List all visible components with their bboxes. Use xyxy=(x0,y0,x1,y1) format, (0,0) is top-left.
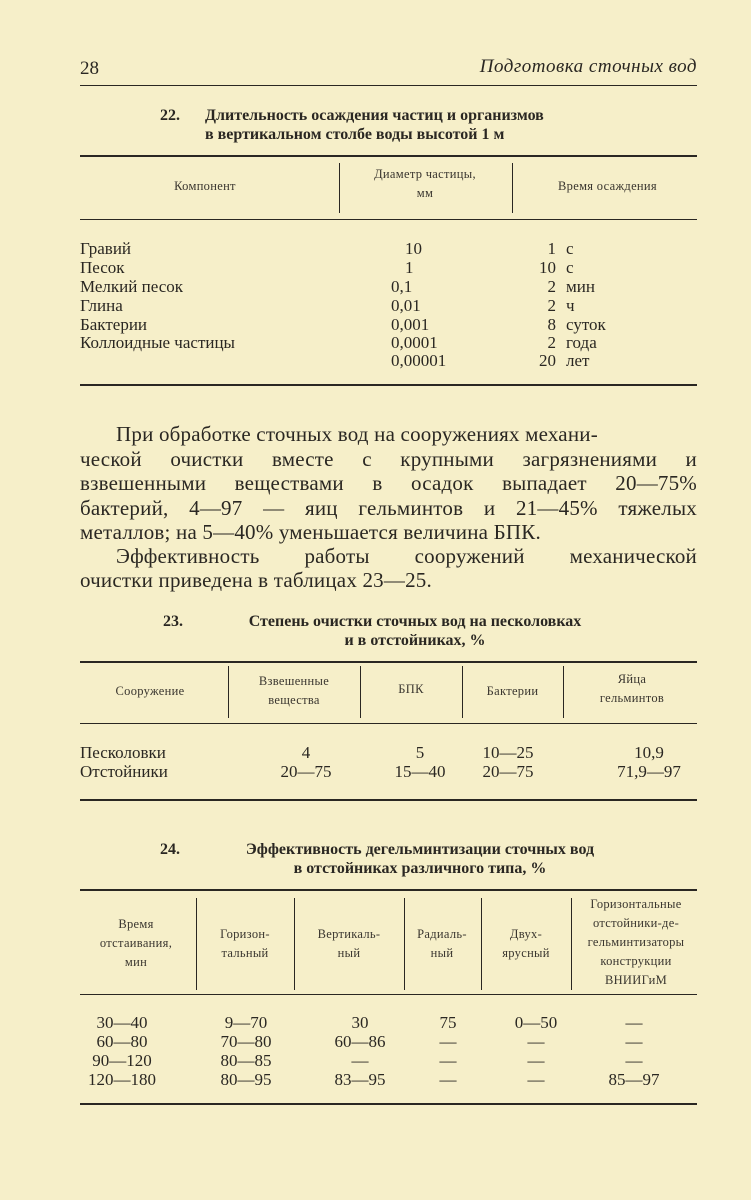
header-line: Яйца xyxy=(617,672,647,686)
table-23-title xyxy=(205,612,625,650)
header-line: Диаметр частицы, xyxy=(374,167,476,181)
table-24-time: 90—120 xyxy=(92,1051,152,1070)
table-22-time-unit: года xyxy=(566,333,597,352)
table-24-radial: — xyxy=(439,1070,457,1089)
table-22-header-diameter xyxy=(345,165,505,203)
paragraph-line: При обработке сточных вод на сооружениях механи- xyxy=(116,422,598,446)
header-line: Радиаль- xyxy=(417,927,467,941)
table-24-title xyxy=(205,840,635,878)
table-22-diameter: 0,0001 xyxy=(391,333,438,352)
table-22-component: Бактерии xyxy=(80,315,148,334)
table-23-suspended: 20—75 xyxy=(280,762,332,781)
table-22-col-divider xyxy=(512,163,513,213)
header-line: отстаивания, xyxy=(99,936,173,950)
table-22-time-unit: ч xyxy=(566,296,575,315)
header-line: Взвешенные xyxy=(258,674,330,688)
table-22-diameter: 1 xyxy=(405,258,414,277)
table-24-time: 60—80 xyxy=(96,1032,148,1051)
table-22-diameter: 10 xyxy=(405,239,422,258)
header-line: ярусный xyxy=(502,946,550,960)
header-line: ный xyxy=(337,946,361,960)
table-22-header-component: Компонент xyxy=(174,179,236,193)
table-22-time-value: 2 xyxy=(547,277,556,296)
table-24-two-tier: — xyxy=(527,1051,545,1070)
table-23-col-divider xyxy=(462,666,463,718)
header-rule xyxy=(80,85,697,86)
table-23-header-bacteria: Бактерии xyxy=(486,684,539,698)
table-24-header-radial xyxy=(406,925,478,963)
table-24-degelm: 85—97 xyxy=(608,1070,660,1089)
table-24-header-degelm xyxy=(573,895,699,990)
table-22-diameter: 0,1 xyxy=(391,277,413,296)
header-line: отстойники-де- xyxy=(592,916,680,930)
table-24-radial: 75 xyxy=(439,1013,457,1032)
header-line: мин xyxy=(124,955,148,969)
header-line: вещества xyxy=(268,693,320,707)
table-22-header-time: Время осаждения xyxy=(558,179,657,193)
table-23-facility: Отстойники xyxy=(80,762,168,781)
table-23-bpk: 5 xyxy=(415,743,425,762)
table-22-time-unit: с xyxy=(566,239,574,258)
table-24-col-divider xyxy=(294,898,295,990)
table-24-two-tier: — xyxy=(527,1070,545,1089)
table-24-horizontal: 70—80 xyxy=(220,1032,272,1051)
table-24-degelm: — xyxy=(625,1051,643,1070)
header-line: Горизон- xyxy=(220,927,270,941)
table-22-time-value: 1 xyxy=(547,239,556,258)
table-22-component: Мелкий песок xyxy=(80,277,183,296)
table-24-horizontal: 9—70 xyxy=(224,1013,268,1032)
table-22-component: Глина xyxy=(80,296,123,315)
table-23-col-divider xyxy=(228,666,229,718)
header-line: мм xyxy=(416,186,434,200)
table-24-title-line: в отстойниках различного типа, % xyxy=(293,860,547,877)
table-22-top-rule xyxy=(80,155,697,157)
table-23-bacteria: 10—25 xyxy=(482,743,534,762)
table-22-col-divider xyxy=(339,163,340,213)
table-22-time-unit: лет xyxy=(566,351,590,370)
paragraph-line: ческой очистки вместе с крупными загрязнениями и xyxy=(80,447,697,471)
table-24-time: 120—180 xyxy=(88,1070,156,1089)
table-23-header-eggs xyxy=(567,670,697,708)
table-24-vertical: 60—86 xyxy=(334,1032,386,1051)
table-24-degelm: — xyxy=(625,1032,643,1051)
table-23-facility: Песколовки xyxy=(80,743,166,762)
table-24-header-horizontal xyxy=(200,925,290,963)
table-22-time-value: 2 xyxy=(547,296,556,315)
table-22-time-unit: суток xyxy=(566,315,606,334)
table-22-component: Гравий xyxy=(80,239,132,258)
table-23-title-line: и в отстойниках, % xyxy=(344,632,486,649)
table-22-header-rule xyxy=(80,219,697,220)
table-23-bottom-rule xyxy=(80,799,697,801)
table-24-two-tier: 0—50 xyxy=(514,1013,558,1032)
table-23-bacteria: 20—75 xyxy=(482,762,534,781)
table-22-diameter: 0,001 xyxy=(391,315,430,334)
table-23-eggs: 10,9 xyxy=(634,743,664,762)
table-22-title xyxy=(205,106,625,144)
table-22-title-line: Длительность осаждения частиц и организмов xyxy=(205,107,544,124)
table-22-component: Песок xyxy=(80,258,125,277)
header-line: конструкции xyxy=(600,954,672,968)
table-23-top-rule xyxy=(80,661,697,663)
table-24-radial: — xyxy=(439,1032,457,1051)
table-24-vertical: 83—95 xyxy=(334,1070,386,1089)
running-head: Подготовка сточных вод xyxy=(479,56,697,77)
table-23-col-divider xyxy=(360,666,361,718)
table-24-title-line: Эффективность дегельминтизации сточных вод xyxy=(245,841,595,858)
table-22-diameter: 0,01 xyxy=(391,296,421,315)
table-22-bottom-rule xyxy=(80,384,697,386)
header-line: ВНИИГиМ xyxy=(604,973,668,987)
table-22-time-unit: мин xyxy=(566,277,595,296)
table-24-vertical: — xyxy=(351,1051,369,1070)
paragraph-line: очистки приведена в таблицах 23—25. xyxy=(80,568,432,592)
header-line: ный xyxy=(430,946,454,960)
table-22-time-value: 20 xyxy=(539,351,556,370)
table-23-header-bpk: БПК xyxy=(398,682,424,696)
table-23-header-suspended xyxy=(232,672,356,710)
table-24-radial: — xyxy=(439,1051,457,1070)
paragraph-line: бактерий, 4—97 — яиц гельминтов и 21—45% тяжелых xyxy=(80,496,697,520)
header-line: гельминтов xyxy=(599,691,665,705)
paragraph-line: металлов; на 5—40% уменьшается величина БПК. xyxy=(80,520,541,544)
table-22-time-value: 10 xyxy=(539,258,556,277)
table-24-vertical: 30 xyxy=(351,1013,369,1032)
table-23-eggs: 71,9—97 xyxy=(617,762,681,781)
table-24-horizontal: 80—85 xyxy=(220,1051,272,1070)
table-23-bpk: 15—40 xyxy=(394,762,446,781)
table-23-col-divider xyxy=(563,666,564,718)
header-line: Время xyxy=(118,917,154,931)
table-24-horizontal: 80—95 xyxy=(220,1070,272,1089)
table-22-time-unit: с xyxy=(566,258,574,277)
header-line: Двух- xyxy=(509,927,543,941)
table-24-number: 24. xyxy=(160,841,180,858)
table-24-header-rule xyxy=(80,994,697,995)
table-24-header-vertical xyxy=(298,925,400,963)
table-22-time-value: 2 xyxy=(547,333,556,352)
table-24-top-rule xyxy=(80,889,697,891)
table-22-time-value: 8 xyxy=(547,315,556,334)
table-23-header-rule xyxy=(80,723,697,724)
table-23-header-facility: Сооружение xyxy=(115,684,185,698)
table-24-col-divider xyxy=(196,898,197,990)
header-line: тальный xyxy=(221,946,269,960)
table-24-two-tier: — xyxy=(527,1032,545,1051)
table-22-number: 22. xyxy=(160,107,180,124)
table-24-col-divider xyxy=(481,898,482,990)
paragraph-line: Эффективность работы сооружений механической xyxy=(116,544,697,568)
page-number: 28 xyxy=(80,58,99,79)
table-24-col-divider xyxy=(571,898,572,990)
header-line: гельминтизаторы xyxy=(587,935,685,949)
table-24-bottom-rule xyxy=(80,1103,697,1105)
table-23-suspended: 4 xyxy=(301,743,311,762)
header-line: Вертикаль- xyxy=(317,927,381,941)
table-22-title-line: в вертикальном столбе воды высотой 1 м xyxy=(205,126,505,143)
table-23-title-line: Степень очистки сточных вод на песколовках xyxy=(248,613,582,630)
paragraph-line: взвешенными веществами в осадок выпадает 20—75% xyxy=(80,471,697,495)
table-22-component: Коллоидные частицы xyxy=(80,333,235,352)
table-24-header-time xyxy=(80,915,192,972)
table-24-col-divider xyxy=(404,898,405,990)
table-23-number: 23. xyxy=(163,613,183,630)
table-24-time: 30—40 xyxy=(96,1013,148,1032)
table-24-header-two-tier xyxy=(484,925,568,963)
table-24-degelm: — xyxy=(625,1013,643,1032)
header-line: Горизонтальные xyxy=(590,897,682,911)
table-22-diameter: 0,00001 xyxy=(391,351,447,370)
